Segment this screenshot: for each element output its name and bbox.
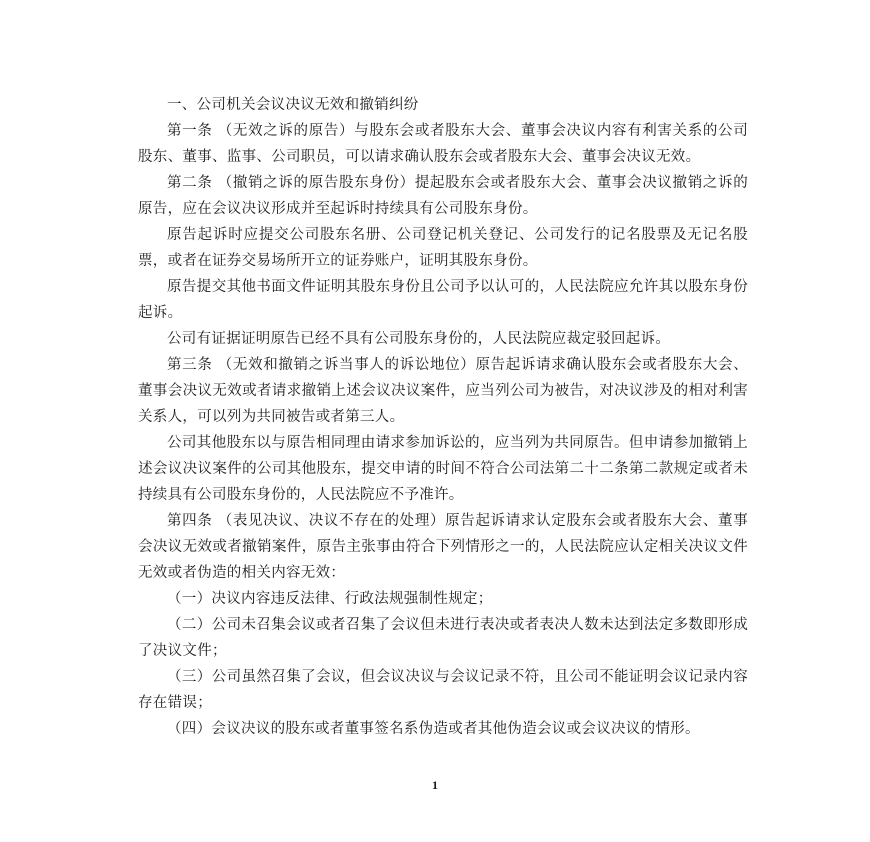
article-4-paragraph: 第四条 （表见决议、决议不存在的处理）原告起诉请求认定股东会或者股东大会、董事会决议无效或者撤销案件，原告主张事由符合下列情形之一的，人民法院应认定相关决议文件无效或者伪造的相关内容无效： xyxy=(138,513,748,581)
document-body xyxy=(138,92,748,742)
list-item: （二）公司未召集会议或者召集了会议但未进行表决或者表决人数未达到法定多数即形成了决议文件； xyxy=(138,617,748,659)
written-proof-paragraph: 原告提交其他书面文件证明其股东身份且公司予以认可的，人民法院应允许其以股东身份起诉。 xyxy=(138,279,748,321)
list-item: （三）公司虽然召集了会议，但会议决议与会议记录不符，且公司不能证明会议记录内容存在错误； xyxy=(138,669,748,711)
list-item: （一）决议内容违反法律、行政法规强制性规定； xyxy=(167,591,493,607)
dismissal-paragraph: 公司有证据证明原告已经不具有公司股东身份的，人民法院应裁定驳回起诉。 xyxy=(167,331,671,347)
co-plaintiff-paragraph: 公司其他股东以与原告相同理由请求参加诉讼的，应当列为共同原告。但申请参加撤销上述会议决议案件的公司其他股东，提交申请的时间不符合公司法第二十二条第二款规定或者未持续具有公司股东身份的，人民法院应不予准许。 xyxy=(138,435,748,503)
section-heading: 一、公司机关会议决议无效和撤销纠纷 xyxy=(167,97,419,113)
article-2-paragraph: 第二条 （撤销之诉的原告股东身份）提起股东会或者股东大会、董事会决议撤销之诉的原告，应在会议决议形成并至起诉时持续具有公司股东身份。 xyxy=(138,175,748,217)
article-1-paragraph: 第一条 （无效之诉的原告）与股东会或者股东大会、董事会决议内容有利害关系的公司股东、董事、监事、公司职员，可以请求确认股东会或者股东大会、董事会决议无效。 xyxy=(138,123,748,165)
page-number: 1 xyxy=(432,778,438,792)
shareholder-proof-paragraph: 原告起诉时应提交公司股东名册、公司登记机关登记、公司发行的记名股票及无记名股票，或者在证券交易场所开立的证券账户，证明其股东身份。 xyxy=(138,227,748,269)
list-item: （四）会议决议的股东或者董事签名系伪造或者其他伪造会议或会议决议的情形。 xyxy=(167,721,700,737)
article-3-paragraph: 第三条 （无效和撤销之诉当事人的诉讼地位）原告起诉请求确认股东会或者股东大会、董事会决议无效或者请求撤销上述会议决议案件，应当列公司为被告，对决议涉及的相对利害关系人，可以列为共同被告或者第三人。 xyxy=(138,357,748,425)
